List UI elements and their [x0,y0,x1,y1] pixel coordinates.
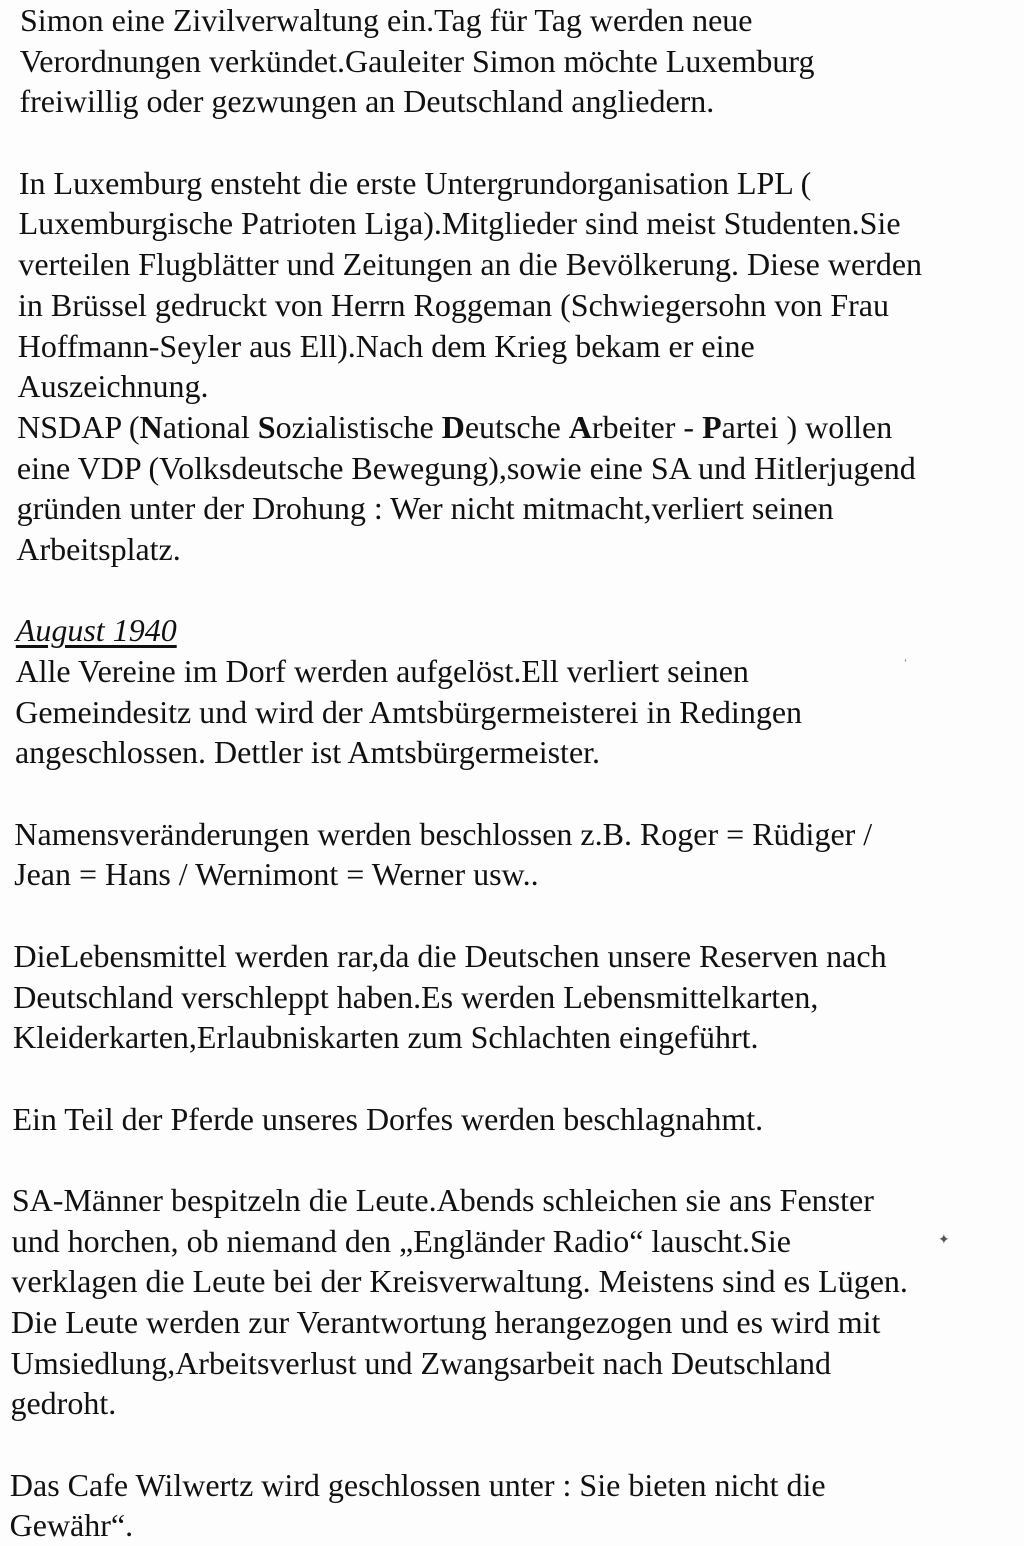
text-line: verteilen Flugblätter und Zeitungen an die Bevölkerung. Diese werden [18,246,923,283]
bold-initial: P [702,408,722,445]
text-line: Gewähr“. [9,1507,134,1544]
text-line: Jean = Hans / Wernimont = Werner usw.. [14,856,539,893]
text-segment: artei ) wollen [721,408,893,445]
text-line: Verordnungen verkündet.Gauleiter Simon möchte Luxemburg [19,42,815,79]
text-line: Die Leute werden zur Verantwortung herangezogen und es wird mit [11,1304,881,1340]
blank-line [0,122,1024,163]
text-line: DieLebensmittel werden rar,da die Deutschen unsere Reserven nach [13,937,887,974]
text-line: SA-Männer bespitzeln die Leute.Abends schleichen sie ans Fenster [11,1181,874,1218]
text-segment: rbeiter - [591,408,703,445]
text-line: Namensveränderungen werden beschlossen z.B. Roger = Rüdiger / [14,815,873,852]
text-line: Umsiedlung,Arbeitsverlust und Zwangsarbeit nach Deutschland [10,1344,831,1381]
bold-initial: D [441,408,465,445]
blank-line [0,895,1024,936]
text-line: verklagen die Leute bei der Kreisverwaltung. Meistens sind es Lügen. [11,1263,908,1300]
section-heading [0,610,1024,651]
text-segment: eutsche [464,408,569,445]
text-line: In Luxemburg ensteht die erste Untergrundorganisation LPL ( [18,164,812,201]
blank-line [0,1058,1024,1099]
text-line: Simon eine Zivilverwaltung ein.Tag für Tag werden neue [20,2,753,38]
text-line: Luxemburgische Patrioten Liga).Mitglieder sind meist Studenten.Sie [18,205,901,242]
text-line: freiwillig oder gezwungen an Deutschland angliedern. [19,83,715,120]
text-line: Das Cafe Wilwertz wird geschlossen unter : Sie bieten nicht die [9,1466,826,1503]
text-line: angeschlossen. Dettler ist Amtsbürgermeister. [14,734,601,771]
text-line: und horchen, ob niemand den „Engländer Radio“ lauscht.Sie [11,1222,791,1259]
text-line: Auszeichnung. [17,368,209,405]
blank-line [0,1424,1024,1465]
bold-initial: A [568,408,592,445]
text-line: in Brüssel gedruckt von Herrn Roggeman (Schwiegersohn von Frau [18,286,889,323]
text-line: Gemeindesitz und wird der Amtsbürgermeisterei in Redingen [15,693,803,730]
text-segment: ozialistische [275,408,442,445]
scan-speck: ˈ [903,658,908,673]
bold-initial: S [257,408,276,445]
text-line: eine VDP (Volksdeutsche Bewegung),sowie eine SA und Hitlerjugend [16,449,916,486]
text-line: Alle Vereine im Dorf werden aufgelöst.Ell verliert seinen [15,653,749,689]
text-line: Ein Teil der Pferde unseres Dorfes werden beschlagnahmt. [12,1100,764,1137]
text-line: Deutschland verschleppt haben.Es werden Lebensmittelkarten, [13,978,819,1015]
bold-initial: N [139,408,163,445]
blank-line [0,570,1024,611]
section-heading-text: August 1940 [15,612,177,649]
text-line: Hoffmann-Seyler aus Ell).Nach dem Krieg bekam er eine [17,327,755,364]
text-line: gründen unter der Drohung : Wer nicht mitmacht,verliert seinen [16,490,834,527]
text-line: Kleiderkarten,Erlaubniskarten zum Schlachten eingeführt. [13,1019,759,1056]
blank-line [0,1139,1024,1180]
blank-line [0,773,1024,814]
text-segment: ational [162,408,258,445]
text-segment: NSDAP ( [17,408,140,445]
text-line: gedroht. [10,1385,117,1422]
scan-speck: ✦ [938,1233,950,1248]
text-line [0,407,1024,448]
text-line: Arbeitsplatz. [16,530,181,567]
